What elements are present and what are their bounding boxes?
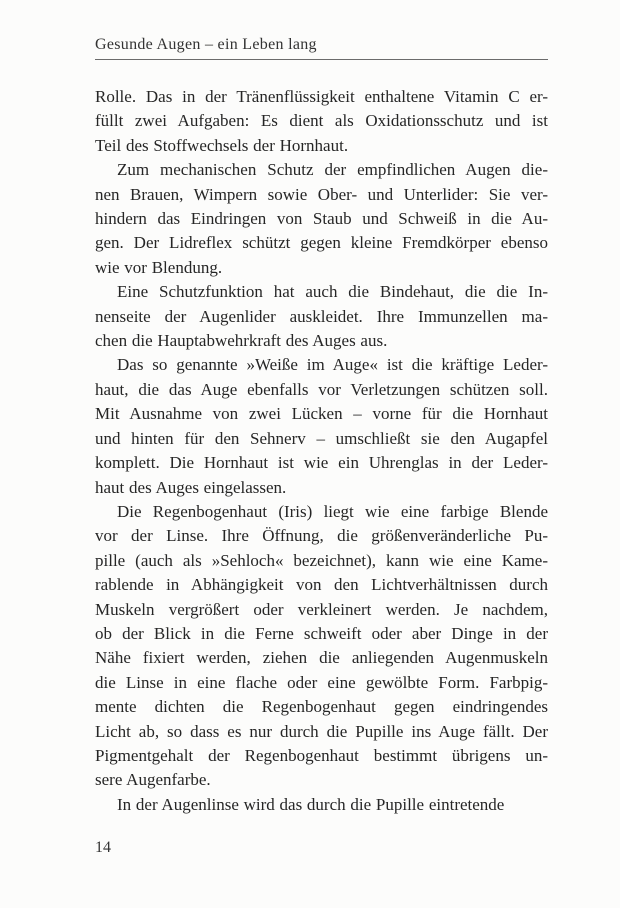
text-line: wie vor Blendung.	[95, 257, 223, 277]
text-line: Licht ab, so dass es nur durch die Pupille ins Auge fällt. Der	[95, 721, 548, 741]
text-line: chen die Hauptabwehrkraft des Auges aus.	[95, 331, 388, 351]
text-line: füllt zwei Aufgaben: Es dient als Oxidationsschutz und ist	[95, 111, 548, 131]
text-line: Mit Ausnahme von zwei Lücken – vorne für die Hornhaut	[95, 404, 548, 424]
page-body	[95, 85, 548, 817]
text-line: komplett. Die Hornhaut ist wie ein Uhrenglas in der Leder-	[95, 453, 548, 473]
text-line: Teil des Stoffwechsels der Hornhaut.	[95, 135, 349, 155]
running-header: Gesunde Augen – ein Leben lang	[95, 36, 317, 53]
text-line: die Linse in eine flache oder eine gewölbte Form. Farbpig-	[95, 672, 548, 692]
text-line: ob der Blick in die Ferne schweift oder aber Dinge in der	[95, 623, 548, 643]
text-line: Rolle. Das in der Tränenflüssigkeit enthaltene Vitamin C er-	[95, 87, 548, 106]
text-line: Das so genannte »Weiße im Auge« ist die kräftige Leder-	[117, 355, 548, 375]
page-number: 14	[95, 839, 111, 856]
text-line: nen Brauen, Wimpern sowie Ober- und Unterlider: Sie ver-	[95, 184, 548, 204]
text-line: mente dichten die Regenbogenhaut gegen eindringendes	[95, 697, 548, 717]
text-line: sere Augenfarbe.	[95, 770, 211, 790]
text-line: Pigmentgehalt der Regenbogenhaut bestimmt übrigens un-	[95, 745, 548, 765]
text-line: haut, die das Auge ebenfalls vor Verletzungen schützen soll.	[95, 379, 548, 399]
text-line: nenseite der Augenlider auskleidet. Ihre Immunzellen ma-	[95, 306, 548, 326]
text-line: vor der Linse. Ihre Öffnung, die größenveränderliche Pu-	[95, 526, 548, 546]
text-line: hindern das Eindringen von Staub und Schweiß in die Au-	[95, 209, 548, 229]
text-line: pille (auch als »Sehloch« bezeichnet), kann wie eine Kame-	[95, 550, 548, 570]
text-line: rablende in Abhängigkeit von den Lichtverhältnissen durch	[95, 575, 548, 595]
text-line: und hinten für den Sehnerv – umschließt sie den Augapfel	[95, 428, 548, 448]
text-line: Die Regenbogenhaut (Iris) liegt wie eine farbige Blende	[117, 501, 548, 521]
text-line: In der Augenlinse wird das durch die Pupille eintretende	[117, 794, 505, 814]
text-line: Eine Schutzfunktion hat auch die Bindehaut, die die In-	[117, 282, 548, 302]
text-line: Muskeln vergrößert oder verkleinert werden. Je nachdem,	[95, 599, 548, 619]
header-rule	[95, 59, 548, 60]
text-line: haut des Auges eingelassen.	[95, 477, 287, 497]
text-line: gen. Der Lidreflex schützt gegen kleine Fremdkörper ebenso	[95, 233, 548, 253]
text-line: Nähe fixiert werden, ziehen die anliegenden Augenmuskeln	[95, 648, 548, 668]
text-line: Zum mechanischen Schutz der empfindlichen Augen die-	[117, 160, 548, 180]
